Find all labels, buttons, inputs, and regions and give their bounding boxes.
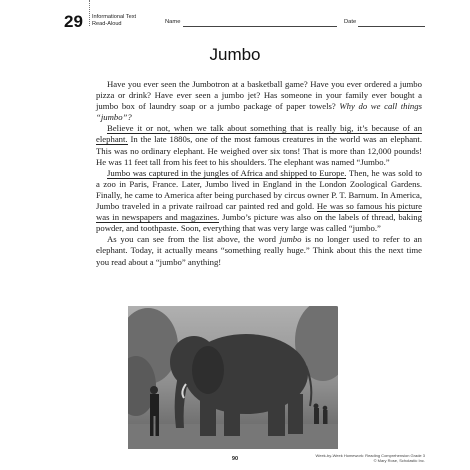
- paragraph-3: Jumbo was captured in the jungles of Africa and shipped to Europe. Then, he was sold to a zoo in Paris, France. Later, Jumbo lived in England in the London Zoological Gardens. Finally, he came to America after being purchased by circus owner P. T. Barnum. In America, Jumbo traveled in a private railroad car painted red and gold. He was so famous his picture was in newspapers and magazines. Jumbo’s picture was also on the labels of thread, baking powder, and toothpaste. Soon, everything that was very large was called “jumbo.”: [96, 167, 423, 234]
- page-title: Jumbo: [209, 45, 261, 64]
- lesson-number: 29: [64, 12, 83, 31]
- date-label: Date: [344, 19, 357, 25]
- story-question: Why do we call things “jumbo”?: [96, 101, 422, 123]
- keyword-jumbo: jumbo: [279, 234, 302, 245]
- story-text: [96, 79, 422, 268]
- name-label: Name: [165, 19, 181, 25]
- lesson-type: [92, 14, 136, 27]
- paragraph-1: Have you ever seen the Jumbotron at a basketball game? Have you ever ordered a jumbo pizza or drink? Have ever seen a jumbo jet? Has someone in your family ever bought a jumbo box of laundry soap or a jumbo package of paper towels? Why do we call things “jumbo”?: [96, 79, 422, 123]
- name-field[interactable]: [183, 26, 337, 27]
- paragraph-4: As you can see from the list above, the word jumbo is no longer used to refer to an elephant. Today, it actually means “something really huge.” Think about this the next time you read about a “jumbo” anything!: [96, 234, 422, 267]
- credit-line: Week-by-Week Homework: Reading Comprehension Grade 3 © Mary Rose, Scholastic Inc.: [315, 453, 425, 463]
- paragraph-2: Believe it or not, when we talk about something that is really big, it’s because of an elephant. In the late 1880s, one of the most famous creatures in the world was an elephant. This was no ordinary elephant. He weighed over six tons! That is more than 12,000 pounds! He was 11 feet tall from his feet to his shoulders. The elephant was named “Jumbo.”: [96, 123, 422, 167]
- underlined-sentence: He was so famous his picture was in newspapers and magazines.: [96, 201, 423, 223]
- lesson-type-line2: Read-Aloud: [92, 20, 122, 27]
- header-dotted-divider: [89, 0, 90, 26]
- elephant-photo: [128, 306, 338, 449]
- date-field[interactable]: [358, 26, 425, 27]
- elephant-photo-illustration: [128, 306, 338, 449]
- underlined-sentence: Believe it or not, when we talk about something that is really big, it’s because of an elephant.: [96, 123, 422, 145]
- underlined-sentence: Jumbo was captured in the jungles of Africa and shipped to Europe.: [107, 167, 347, 178]
- lesson-type-line1: Informational Text: [92, 14, 137, 20]
- page-number: 90: [231, 456, 239, 462]
